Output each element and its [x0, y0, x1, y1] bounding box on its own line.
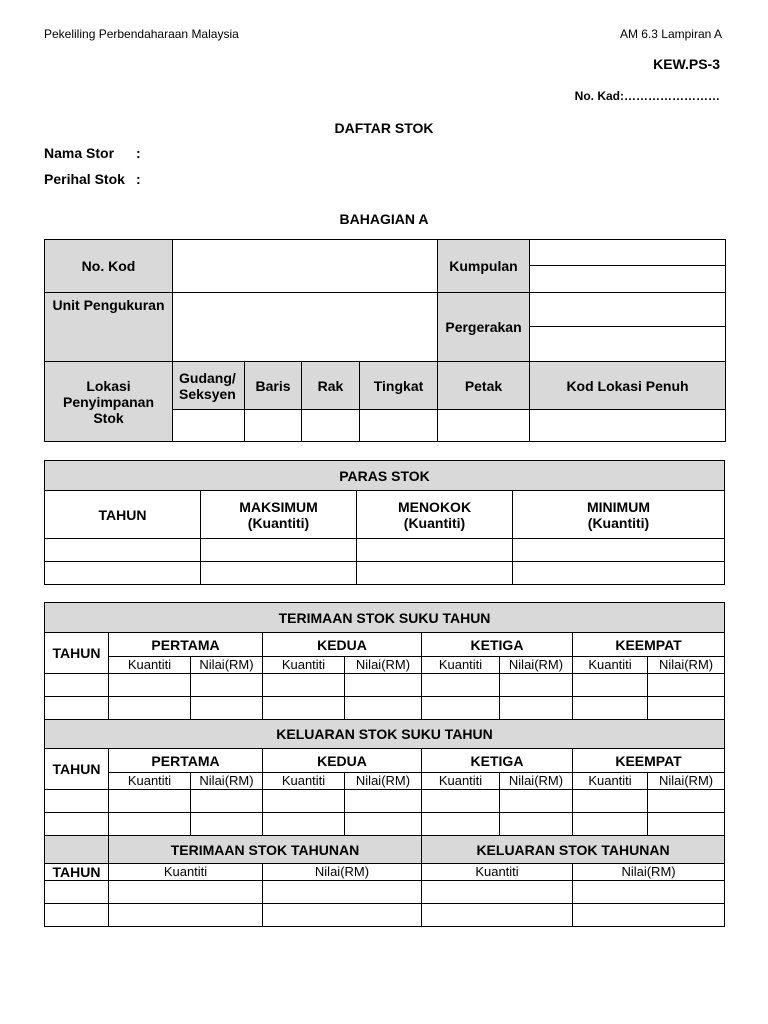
table-cell[interactable] — [109, 904, 263, 927]
section-title: BAHAGIAN A — [339, 211, 429, 227]
kuantiti-header: Kuantiti — [422, 773, 500, 790]
kuantiti-header: Kuantiti — [573, 657, 648, 674]
table-cell[interactable] — [648, 697, 725, 720]
terimaan-kuantiti-header: Kuantiti — [109, 864, 263, 881]
kuantiti-header: Kuantiti — [263, 657, 345, 674]
suku-tahun-table — [44, 602, 725, 927]
baris-label: Baris — [245, 362, 302, 410]
table-cell[interactable] — [191, 697, 263, 720]
paras-stok-title: PARAS STOK — [45, 461, 725, 491]
paras-cell[interactable] — [357, 562, 513, 585]
table-cell[interactable] — [648, 790, 725, 813]
table-cell[interactable] — [263, 813, 345, 836]
table-cell[interactable] — [45, 674, 109, 697]
keluaran-keempat-header: KEEMPAT — [573, 749, 725, 773]
keluaran-ketiga-header: KETIGA — [422, 749, 573, 773]
pergerakan-value-2[interactable] — [530, 327, 726, 362]
tahunan-corner — [45, 836, 109, 864]
paras-cell[interactable] — [45, 539, 201, 562]
table-cell[interactable] — [109, 813, 191, 836]
nilai-header: Nilai(RM) — [191, 657, 263, 674]
petak-value[interactable] — [438, 410, 530, 442]
no-kod-value[interactable] — [173, 240, 438, 293]
nilai-header: Nilai(RM) — [500, 773, 573, 790]
table-cell[interactable] — [573, 813, 648, 836]
table-cell[interactable] — [45, 813, 109, 836]
nilai-header: Nilai(RM) — [500, 657, 573, 674]
minimum-header — [513, 491, 725, 539]
table-cell[interactable] — [109, 790, 191, 813]
tahunan-tahun-header: TAHUN — [45, 864, 109, 881]
keluaran-kuantiti-header: Kuantiti — [422, 864, 573, 881]
perihal-stok-field — [44, 171, 141, 187]
terimaan-ketiga-header: KETIGA — [422, 633, 573, 657]
paras-cell[interactable] — [357, 539, 513, 562]
kuantiti-header: Kuantiti — [109, 773, 191, 790]
table-cell[interactable] — [191, 790, 263, 813]
header-attachment: AM 6.3 Lampiran A — [619, 27, 722, 41]
table-cell[interactable] — [345, 813, 422, 836]
menokok-header — [357, 491, 513, 539]
table-cell[interactable] — [263, 674, 345, 697]
paras-cell[interactable] — [201, 539, 357, 562]
perihal-stok-label: Perihal Stok — [44, 171, 125, 187]
keluaran-nilai-header: Nilai(RM) — [573, 864, 725, 881]
unit-pengukuran-label: Unit Pengukuran — [45, 293, 173, 362]
keluaran-tahun-header: TAHUN — [45, 749, 109, 790]
kumpulan-value-2[interactable] — [530, 266, 726, 293]
table-cell[interactable] — [45, 697, 109, 720]
table-cell[interactable] — [573, 790, 648, 813]
baris-value[interactable] — [245, 410, 302, 442]
gudang-label: Gudang/ Seksyen — [173, 362, 245, 410]
maksimum-header — [201, 491, 357, 539]
kuantiti-header: Kuantiti — [109, 657, 191, 674]
table-cell[interactable] — [573, 881, 725, 904]
table-cell[interactable] — [345, 790, 422, 813]
table-cell[interactable] — [500, 813, 573, 836]
keluaran-kedua-header: KEDUA — [263, 749, 422, 773]
header-circular: Pekeliling Perbendaharaan Malaysia — [44, 27, 239, 41]
table-cell[interactable] — [263, 904, 422, 927]
terimaan-pertama-header: PERTAMA — [109, 633, 263, 657]
terimaan-keempat-header: KEEMPAT — [573, 633, 725, 657]
nilai-header: Nilai(RM) — [191, 773, 263, 790]
table-cell[interactable] — [263, 790, 345, 813]
nilai-header: Nilai(RM) — [345, 657, 422, 674]
terimaan-tahunan-title: TERIMAAN STOK TAHUNAN — [109, 836, 422, 864]
paras-cell[interactable] — [513, 539, 725, 562]
table-cell[interactable] — [263, 697, 345, 720]
paras-tahun-header: TAHUN — [45, 491, 201, 539]
pergerakan-label: Pergerakan — [438, 293, 530, 362]
table-cell[interactable] — [573, 674, 648, 697]
table-cell[interactable] — [648, 674, 725, 697]
table-cell[interactable] — [263, 881, 422, 904]
no-kod-label: No. Kod — [45, 240, 173, 293]
maksimum-unit: (Kuantiti) — [247, 514, 310, 531]
table-cell[interactable] — [191, 813, 263, 836]
table-cell[interactable] — [191, 674, 263, 697]
kuantiti-header: Kuantiti — [573, 773, 648, 790]
nilai-header: Nilai(RM) — [648, 773, 725, 790]
tingkat-value[interactable] — [360, 410, 438, 442]
table-cell[interactable] — [109, 697, 191, 720]
table-cell[interactable] — [573, 904, 725, 927]
minimum-unit: (Kuantiti) — [587, 514, 650, 531]
table-cell[interactable] — [45, 881, 109, 904]
nama-stor-label: Nama Stor — [44, 145, 115, 161]
table-cell[interactable] — [500, 790, 573, 813]
table-cell[interactable] — [500, 674, 573, 697]
table-cell[interactable] — [573, 697, 648, 720]
menokok-label: MENOKOK — [397, 498, 472, 515]
kumpulan-value-1[interactable] — [530, 240, 726, 266]
card-number: No. Kad:…………………… — [574, 89, 720, 103]
maksimum-label: MAKSIMUM — [239, 498, 318, 515]
table-cell[interactable] — [422, 881, 573, 904]
lokasi-label: Lokasi Penyimpanan Stok — [45, 362, 173, 442]
table-cell[interactable] — [109, 674, 191, 697]
page-title: DAFTAR STOK — [334, 120, 434, 136]
terimaan-suku-title: TERIMAAN STOK SUKU TAHUN — [45, 603, 725, 633]
terimaan-nilai-header: Nilai(RM) — [263, 864, 422, 881]
kumpulan-label: Kumpulan — [438, 240, 530, 293]
gudang-value[interactable] — [173, 410, 245, 442]
table-cell[interactable] — [45, 790, 109, 813]
rak-label: Rak — [302, 362, 360, 410]
table-cell[interactable] — [422, 813, 500, 836]
table-cell[interactable] — [45, 904, 109, 927]
table-cell[interactable] — [109, 881, 263, 904]
table-cell[interactable] — [345, 697, 422, 720]
colon: : — [136, 145, 141, 161]
table-cell[interactable] — [500, 697, 573, 720]
kuantiti-header: Kuantiti — [422, 657, 500, 674]
pergerakan-value-1[interactable] — [530, 293, 726, 327]
keluaran-pertama-header: PERTAMA — [109, 749, 263, 773]
keluaran-tahunan-title: KELUARAN STOK TAHUNAN — [422, 836, 725, 864]
paras-cell[interactable] — [201, 562, 357, 585]
unit-pengukuran-value[interactable] — [173, 293, 438, 362]
colon: : — [136, 171, 141, 187]
table-cell[interactable] — [422, 674, 500, 697]
nama-stor-field — [44, 145, 141, 161]
table-cell[interactable] — [422, 904, 573, 927]
rak-value[interactable] — [302, 410, 360, 442]
tingkat-label: Tingkat — [360, 362, 438, 410]
keluaran-suku-title: KELUARAN STOK SUKU TAHUN — [45, 720, 725, 749]
table-cell[interactable] — [345, 674, 422, 697]
kod-lokasi-label: Kod Lokasi Penuh — [530, 362, 726, 410]
paras-cell[interactable] — [45, 562, 201, 585]
nilai-header: Nilai(RM) — [345, 773, 422, 790]
kuantiti-header: Kuantiti — [263, 773, 345, 790]
form-code: KEW.PS-3 — [653, 56, 720, 72]
terimaan-kedua-header: KEDUA — [263, 633, 422, 657]
table-cell[interactable] — [422, 790, 500, 813]
kod-lokasi-value[interactable] — [530, 410, 726, 442]
nilai-header: Nilai(RM) — [648, 657, 725, 674]
paras-stok-table — [44, 460, 725, 585]
petak-label: Petak — [438, 362, 530, 410]
table-cell[interactable] — [648, 813, 725, 836]
minimum-label: MINIMUM — [587, 498, 650, 515]
menokok-unit: (Kuantiti) — [403, 514, 466, 531]
terimaan-tahun-header: TAHUN — [45, 633, 109, 674]
table-cell[interactable] — [422, 697, 500, 720]
paras-cell[interactable] — [513, 562, 725, 585]
bahagian-a-table — [44, 239, 726, 442]
